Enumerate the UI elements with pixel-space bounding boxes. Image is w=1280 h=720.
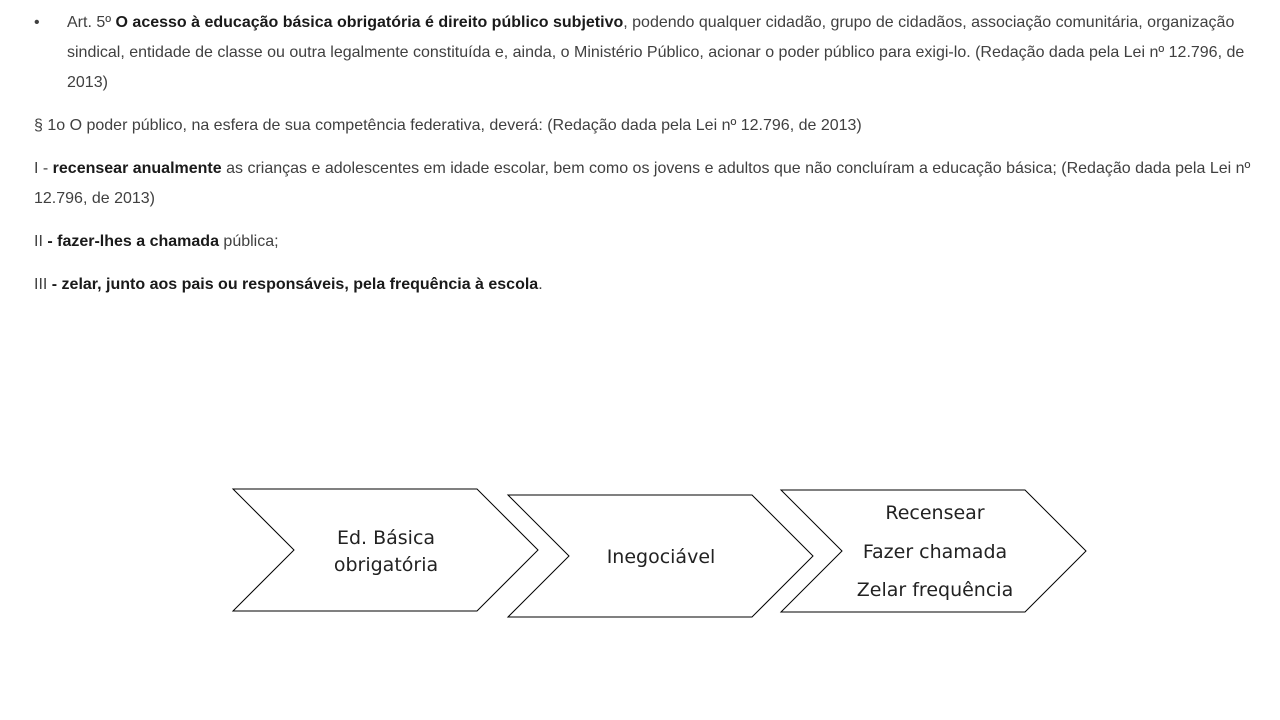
step-2-line-1: Inegociável bbox=[606, 546, 716, 568]
inciso-3-rest: . bbox=[538, 276, 543, 293]
art5-prefix: Art. 5º bbox=[67, 14, 116, 31]
inciso-2-rest: pública; bbox=[218, 233, 279, 250]
bullet: • bbox=[34, 14, 40, 31]
step-1-line-1: Ed. Básica bbox=[336, 527, 436, 549]
inciso-3-prefix: III bbox=[34, 276, 52, 293]
inciso-1-rest: as crianças e adolescentes em idade escolar, bem como os jovens e adultos que não concluíram a educação básica; (Redação dada pela Lei nº 12.796, de 2013) bbox=[34, 160, 1251, 207]
art5-bold: O acesso à educação básica obrigatória é direito público subjetivo bbox=[115, 14, 624, 31]
inciso-3-bold: - zelar, junto aos pais ou responsáveis, pela frequência à escola bbox=[51, 276, 539, 293]
step-3-line-3: Zelar frequência bbox=[856, 579, 1014, 601]
step-3-line-1: Recensear bbox=[885, 502, 985, 524]
art5-rest: , podendo qualquer cidadão, grupo de cidadãos, associação comunitária, organização sindical, entidade de classe ou outra legalmente constituída e, ainda, o Ministério Público, acionar o poder público para exigi-lo. (Redação dada pela Lei nº 12.796, de 2013) bbox=[67, 14, 1245, 91]
paragraph-1-text: § 1o O poder público, na esfera de sua competência federativa, deverá: (Redação dada pela Lei nº 12.796, de 2013) bbox=[34, 117, 862, 134]
chevron-step-3 bbox=[781, 490, 1086, 612]
inciso-2-bold: - fazer-lhes a chamada bbox=[47, 233, 219, 250]
inciso-2-prefix: II bbox=[34, 233, 48, 250]
inciso-1-prefix: I - bbox=[34, 160, 53, 177]
chevron-step-1 bbox=[233, 489, 538, 611]
inciso-1-bold: recensear anualmente bbox=[52, 160, 222, 177]
step-3-line-2: Fazer chamada bbox=[862, 541, 1008, 563]
step-1-line-2: obrigatória bbox=[333, 554, 439, 576]
chevron-step-2 bbox=[508, 495, 813, 617]
